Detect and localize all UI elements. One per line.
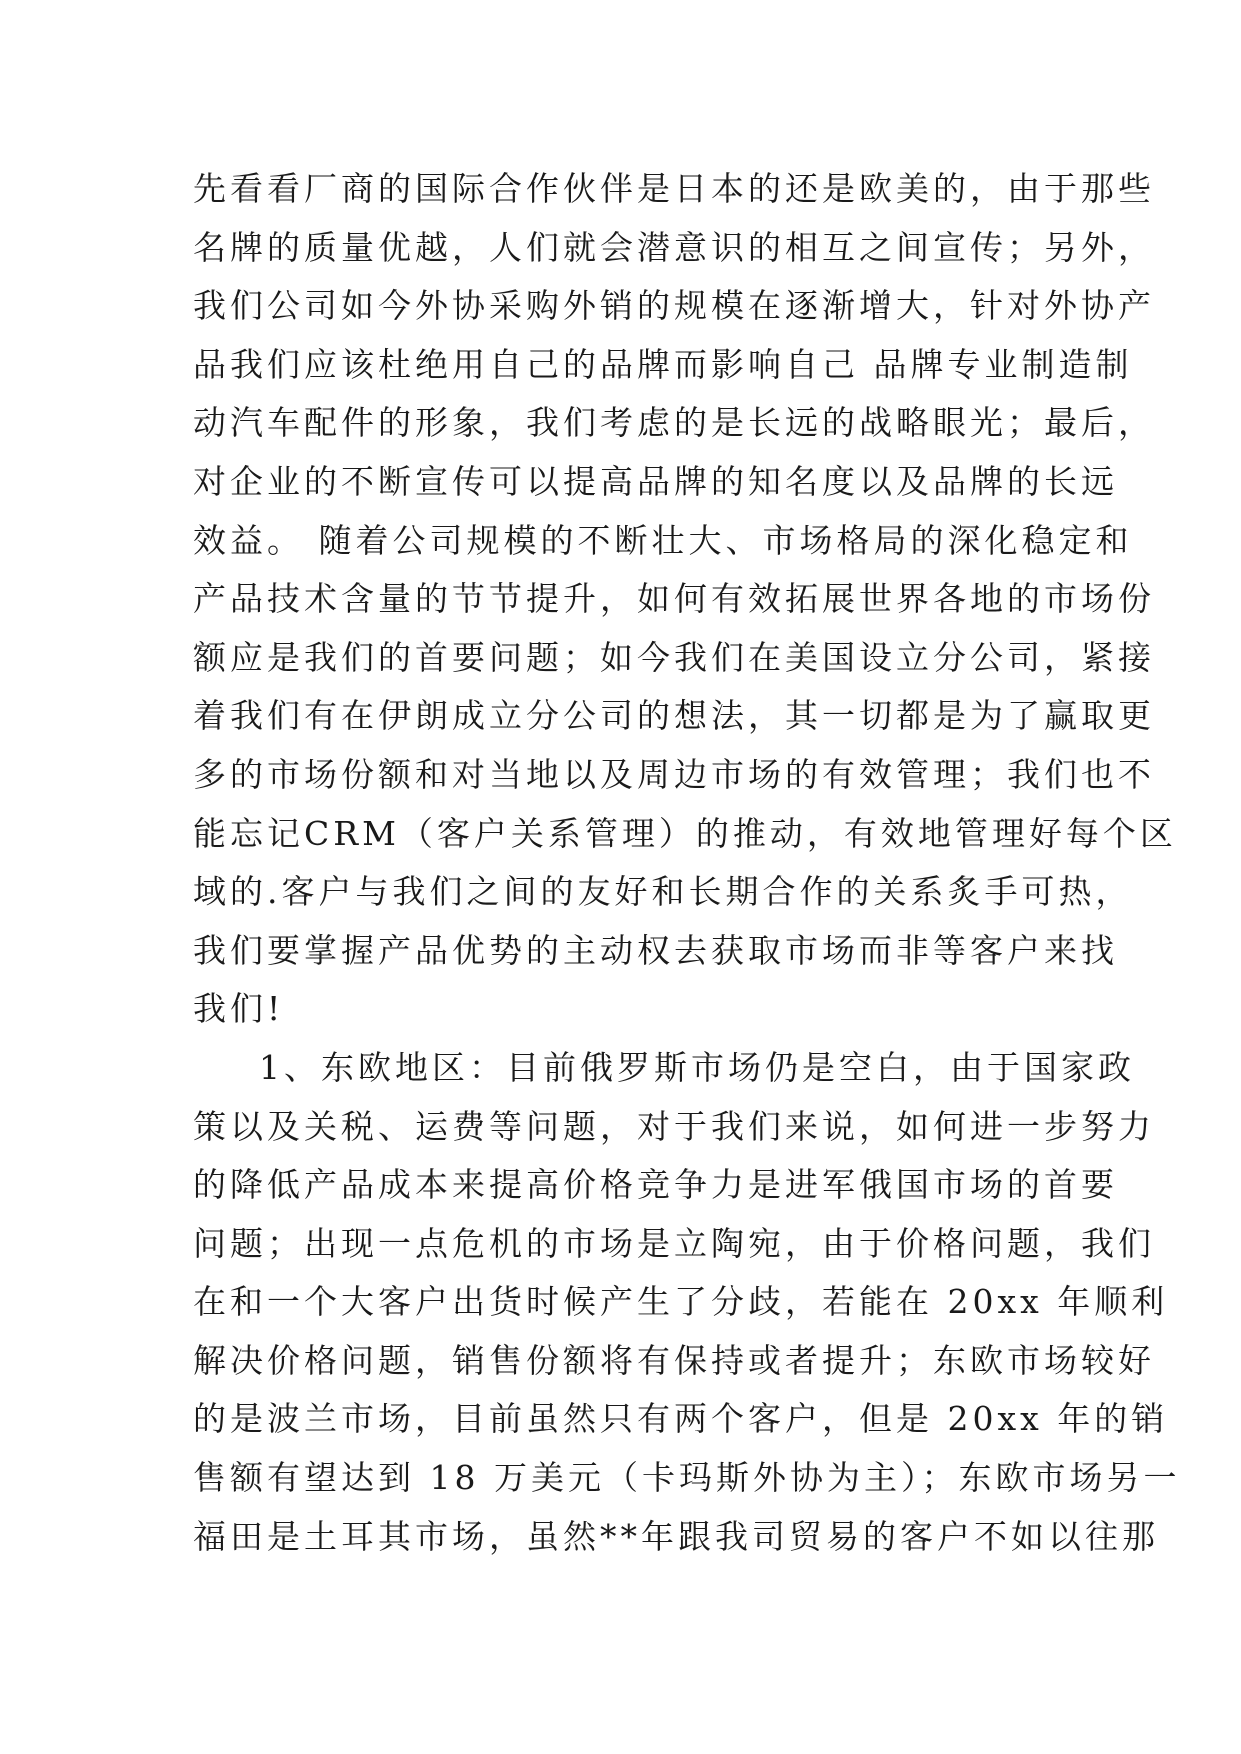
text-line: 我们公司如今外协采购外销的规模在逐渐增大，针对外协产 — [193, 286, 1155, 326]
text-line: 名牌的质量优越，人们就会潜意识的相互之间宣传；另外， — [193, 227, 1155, 267]
text-line: 域的.客户与我们之间的友好和长期合作的关系炙手可热， — [193, 872, 1133, 912]
text-line: 多的市场份额和对当地以及周边市场的有效管理；我们也不 — [193, 754, 1155, 794]
text-line: 福田是土耳其市场，虽然**年跟我司贸易的客户不如以往那 — [193, 1516, 1159, 1556]
text-line: 效益。 随着公司规模的不断壮大、市场格局的深化稳定和 — [193, 520, 1133, 560]
text-line: 售额有望达到 18 万美元（卡玛斯外协为主）；东欧市场另一 — [193, 1458, 1181, 1498]
text-line: 策以及关税、运费等问题，对于我们来说，如何进一步努力 — [193, 1106, 1155, 1146]
document-body — [193, 160, 1181, 1566]
text-line: 解决价格问题，销售份额将有保持或者提升；东欧市场较好 — [193, 1340, 1155, 1380]
text-line: 产品技术含量的节节提升，如何有效拓展世界各地的市场份 — [193, 579, 1155, 619]
text-line: 动汽车配件的形象，我们考虑的是长远的战略眼光；最后， — [193, 403, 1155, 443]
text-line: 能忘记CRM（客户关系管理）的推动，有效地管理好每个区 — [193, 813, 1177, 853]
text-line: 的是波兰市场，目前虽然只有两个客户，但是 20xx 年的销 — [193, 1399, 1169, 1439]
text-line: 1、东欧地区：目前俄罗斯市场仍是空白，由于国家政 — [259, 1047, 1135, 1087]
text-line: 对企业的不断宣传可以提高品牌的知名度以及品牌的长远 — [193, 461, 1118, 501]
text-line: 在和一个大客户出货时候产生了分歧，若能在 20xx 年顺利 — [193, 1282, 1169, 1322]
text-line: 我们要掌握产品优势的主动权去获取市场而非等客户来找 — [193, 930, 1118, 970]
text-line: 先看看厂商的国际合作伙伴是日本的还是欧美的，由于那些 — [193, 169, 1155, 208]
text-line: 的降低产品成本来提高价格竞争力是进军俄国市场的首要 — [193, 1165, 1118, 1205]
paragraph-2 — [193, 1039, 1181, 1566]
text-line: 额应是我们的首要问题；如今我们在美国设立分公司，紧接 — [193, 637, 1155, 677]
text-line: 我们! — [193, 989, 285, 1029]
paragraph-1 — [193, 160, 1177, 1039]
text-line: 品我们应该杜绝用自己的品牌而影响自己 品牌专业制造制 — [193, 344, 1133, 384]
text-line: 着我们有在伊朗成立分公司的想法，其一切都是为了赢取更 — [193, 696, 1155, 736]
text-line: 问题；出现一点危机的市场是立陶宛，由于价格问题，我们 — [193, 1223, 1155, 1263]
